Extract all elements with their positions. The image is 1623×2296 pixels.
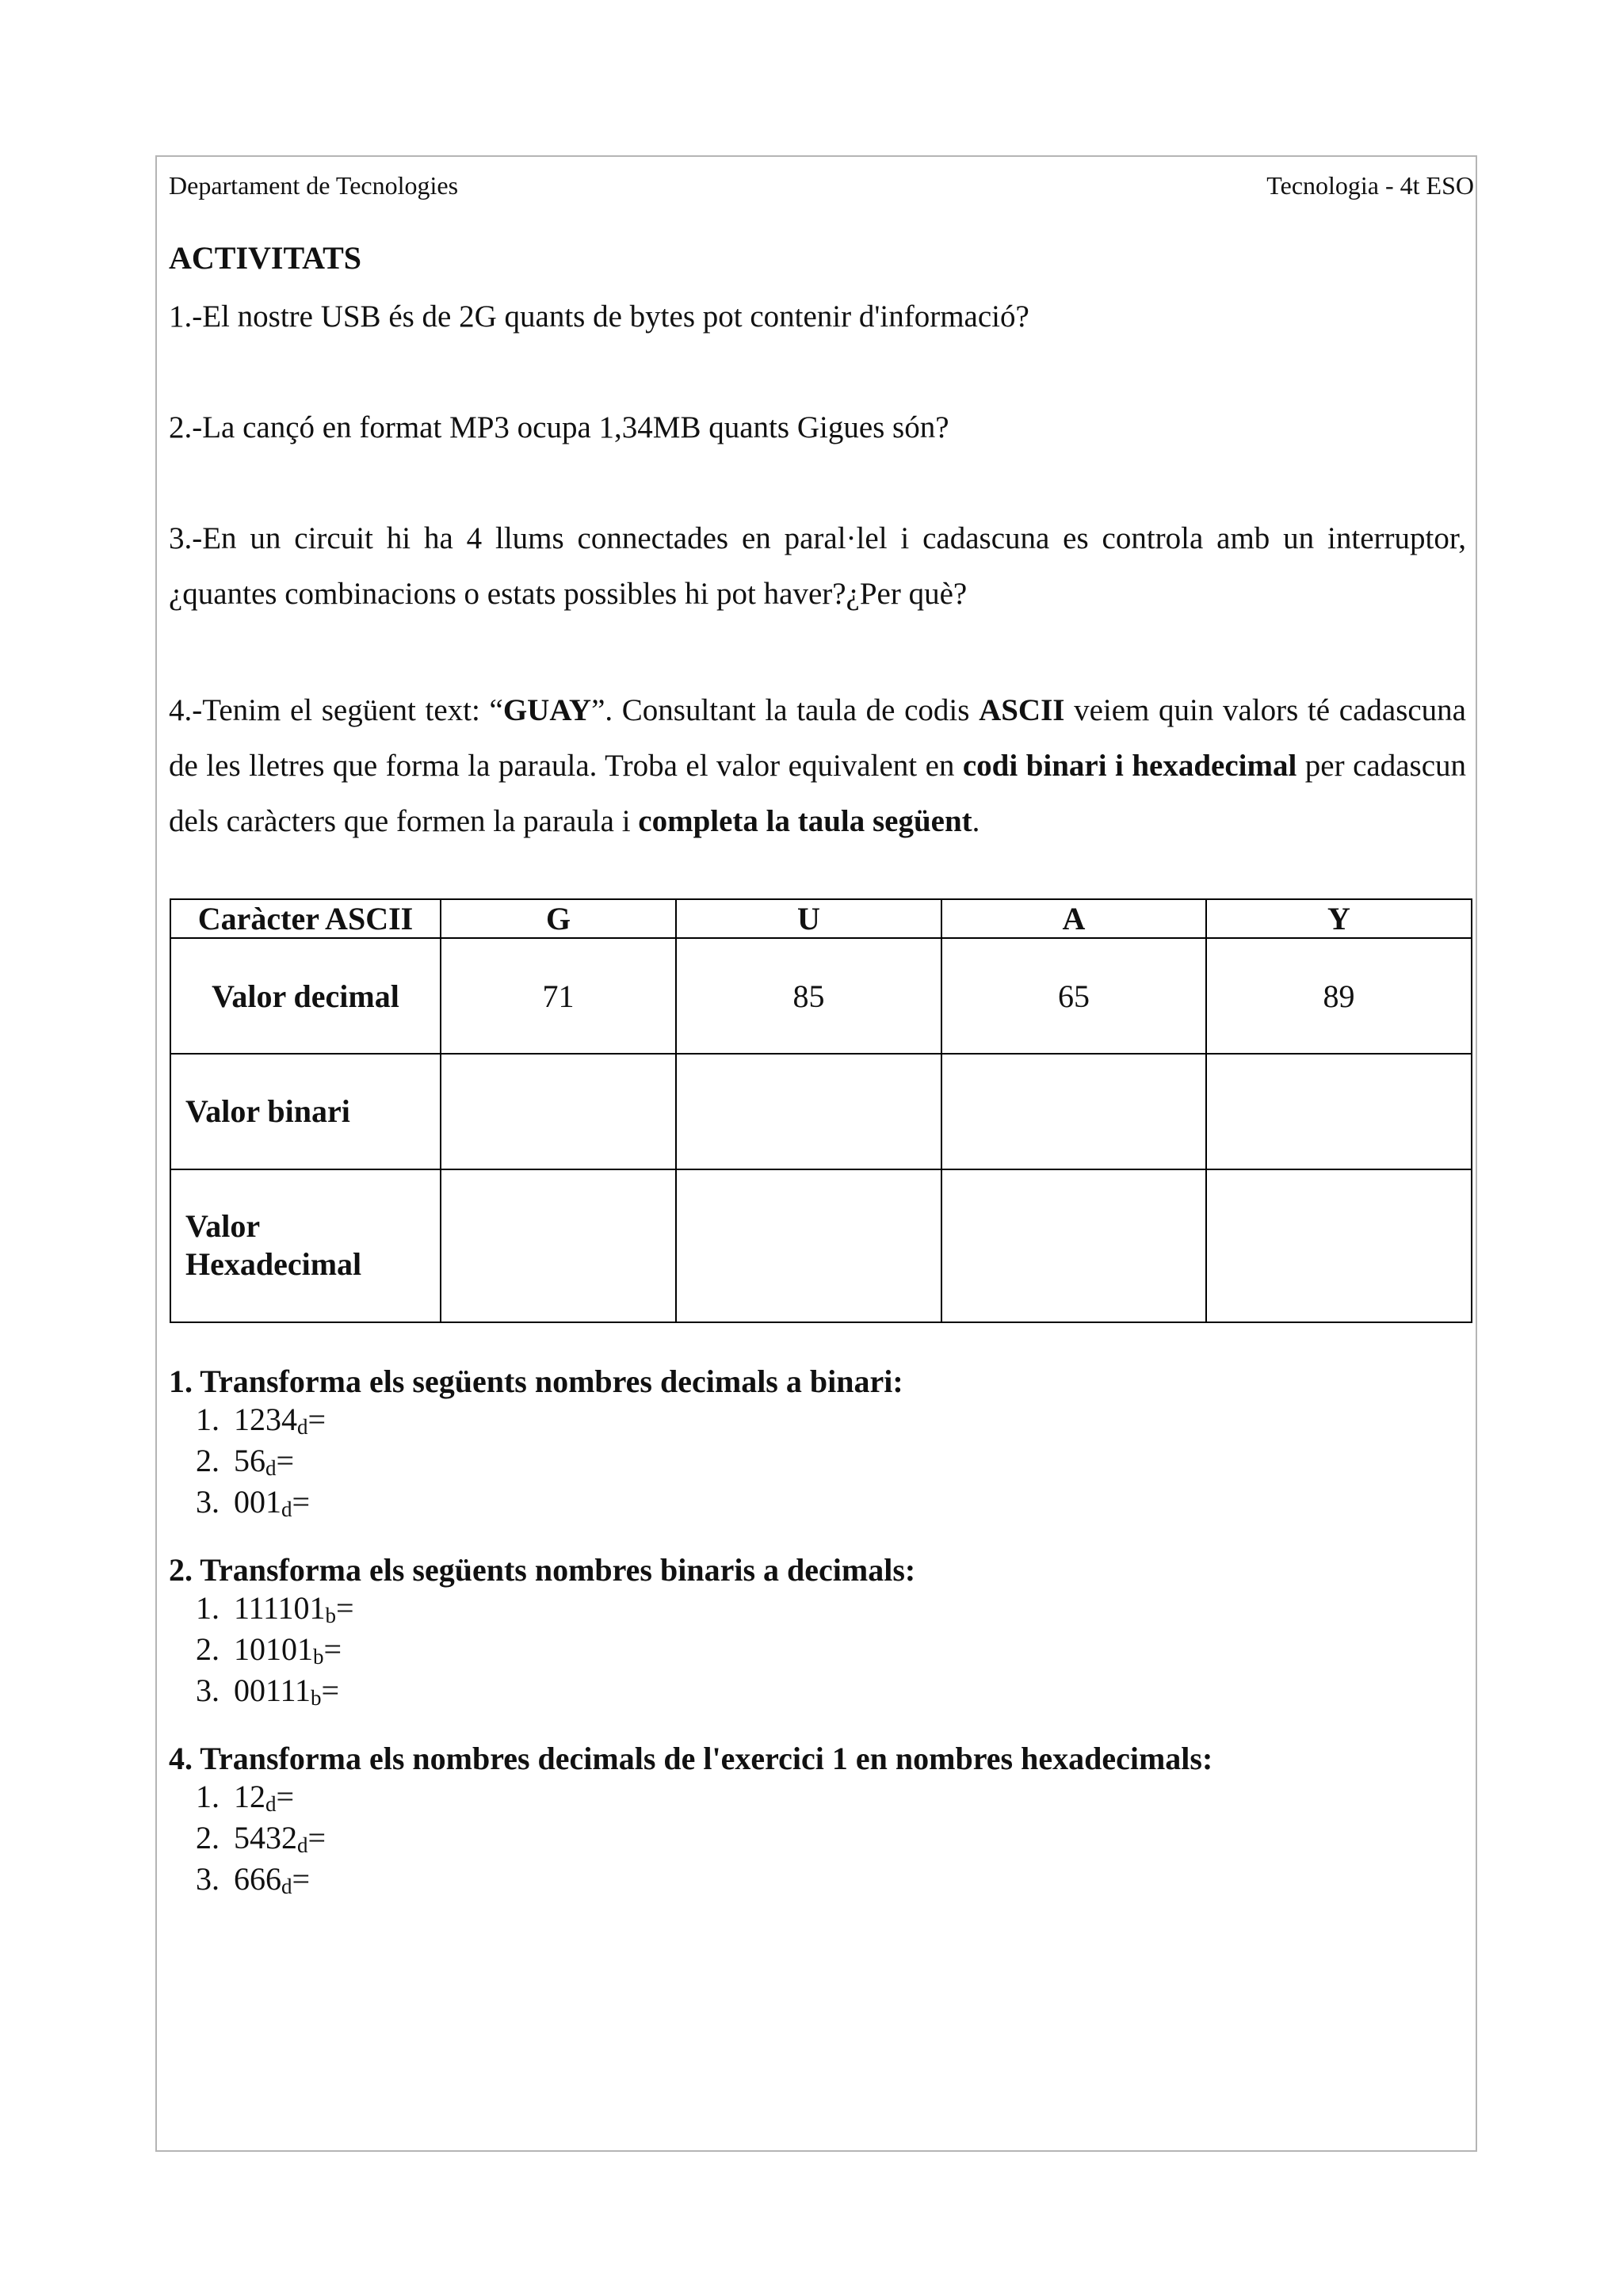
list-item: 1. 12d=: [196, 1779, 295, 1816]
question-3-line-1: 3.-En un circuit hi ha 4 llums connectades en paral·lel i cadascuna es controla amb un interruptor,: [169, 521, 1466, 555]
hex-cell-y[interactable]: [1206, 1169, 1472, 1322]
hex-cell-a[interactable]: [941, 1169, 1206, 1322]
decimal-cell-u: 85: [676, 938, 941, 1054]
binary-cell-u[interactable]: [676, 1054, 941, 1169]
exercise-1-title: 1. Transforma els següents nombres decimals a binari:: [169, 1363, 903, 1399]
question-2: 2.-La cançó en format MP3 ocupa 1,34MB quants Gigues són?: [169, 410, 949, 444]
list-item: 2. 10101b=: [196, 1631, 342, 1669]
list-item: 3. 00111b=: [196, 1672, 340, 1710]
exercise-2-title: 2. Transforma els següents nombres binaris a decimals:: [169, 1552, 916, 1588]
table-row-decimal: [170, 938, 1472, 1054]
q4-text-3: veiem quin valors té cadascuna de les lletres que forma la paraula. Troba el valor equivalent en: [169, 693, 1466, 783]
table-header-character: Caràcter ASCII: [170, 899, 441, 938]
row-label-hex-line-1: Valor: [185, 1208, 261, 1245]
table-header-u: U: [676, 899, 941, 938]
table-header-g: G: [441, 899, 676, 938]
q4-text-5: .: [972, 804, 980, 838]
list-item: 2. 56d=: [196, 1443, 295, 1480]
row-label-binary: Valor binari: [170, 1054, 441, 1169]
table-row-hex: [170, 1169, 1472, 1322]
list-item: 1. 111101b=: [196, 1590, 354, 1627]
hex-cell-g[interactable]: [441, 1169, 676, 1322]
q4-text-2: ”. Consultant la taula de codis: [591, 693, 980, 727]
question-3: [169, 511, 1466, 622]
question-3-line-2: ¿quantes combinacions o estats possibles hi pot haver?¿Per què?: [169, 577, 968, 611]
binary-cell-a[interactable]: [941, 1054, 1206, 1169]
ascii-table: [170, 898, 1472, 1323]
table-header-y: Y: [1206, 899, 1472, 938]
exercise-1-list: [169, 1401, 326, 1524]
q4-bold-codi: codi binari i hexadecimal: [962, 749, 1297, 783]
table-row-binary: [170, 1054, 1472, 1169]
exercise-2-list: [169, 1589, 354, 1713]
q4-word-guay: GUAY: [502, 693, 592, 727]
question-1: 1.-El nostre USB és de 2G quants de bytes pot contenir d'informació?: [169, 299, 1029, 334]
row-label-hex: [170, 1169, 441, 1322]
list-item: 3. 001d=: [196, 1484, 311, 1521]
binary-cell-y[interactable]: [1206, 1054, 1472, 1169]
list-item: 2. 5432d=: [196, 1820, 327, 1857]
hex-cell-u[interactable]: [676, 1169, 941, 1322]
decimal-cell-g: 71: [441, 938, 676, 1054]
row-label-hex-line-2: Hexadecimal: [185, 1246, 362, 1283]
q4-word-ascii: ASCII: [979, 693, 1065, 727]
decimal-cell-a: 65: [941, 938, 1206, 1054]
header-course: Tecnologia - 4t ESO: [1266, 171, 1474, 200]
q4-text-1: 4.-Tenim el següent text: “: [169, 693, 503, 727]
row-label-decimal: Valor decimal: [170, 938, 441, 1054]
table-header-a: A: [941, 899, 1206, 938]
q4-text-4: per cadascun dels caràcters que formen la paraula i: [169, 749, 1467, 838]
exercise-4-title: 4. Transforma els nombres decimals de l'exercici 1 en nombres hexadecimals:: [169, 1741, 1213, 1776]
list-item: 1. 1234d=: [196, 1402, 327, 1439]
exercise-4-list: [169, 1778, 326, 1901]
binary-cell-g[interactable]: [441, 1054, 676, 1169]
page-title: ACTIVITATS: [169, 240, 362, 276]
list-item: 3. 666d=: [196, 1861, 311, 1898]
decimal-cell-y: 89: [1206, 938, 1472, 1054]
table-header-row: [170, 899, 1472, 938]
q4-bold-completa: completa la taula següent: [638, 804, 972, 838]
question-4: [169, 683, 1466, 849]
header-department: Departament de Tecnologies: [169, 171, 459, 200]
